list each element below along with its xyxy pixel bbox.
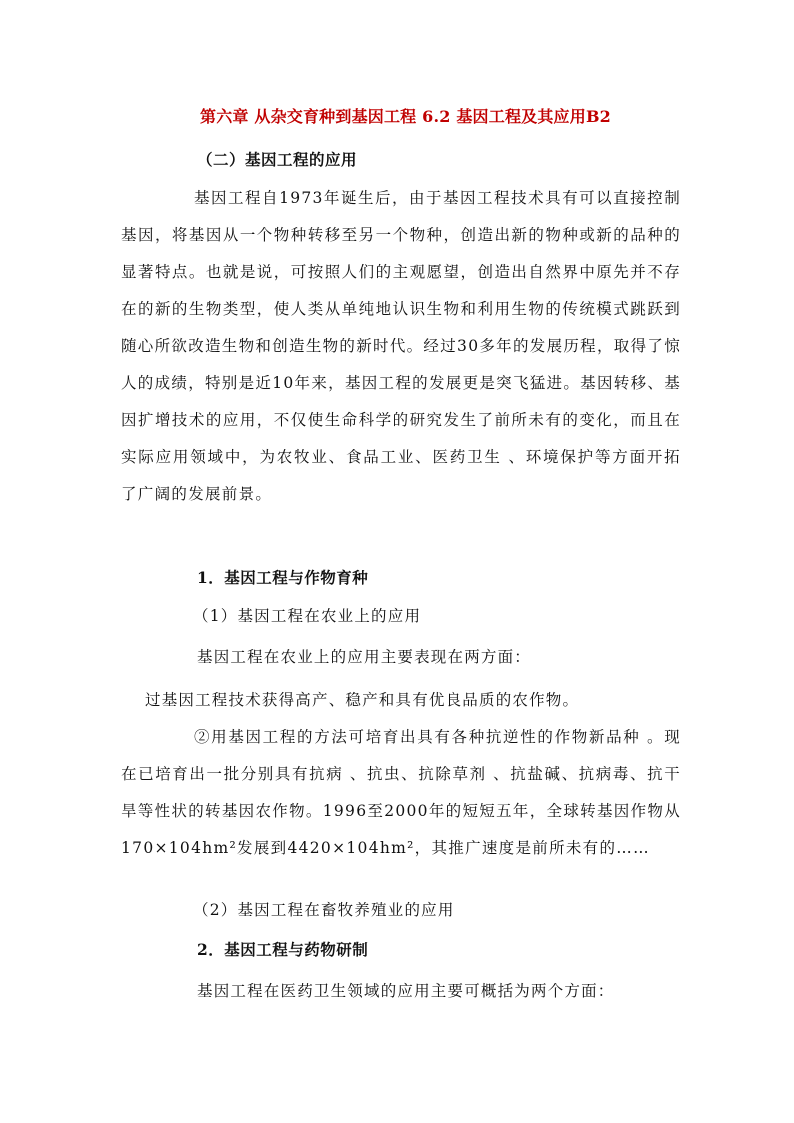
subheading-livestock: （2）基因工程在畜牧养殖业的应用 [193, 901, 455, 919]
agriculture-point-2: ②用基因工程的方法可培育出具有各种抗逆性的作物新品种 。现在已培育出一批分别具有抗病 、抗虫、抗除草剂 、抗盐碱、抗病毒、抗干旱等性状的转基因农作物。1996至2000年的短短五年，全球转基因作物从170×104hm²发展到4420×104hm²，其推广速度是前所未有的…… [121, 728, 681, 857]
medicine-intro: 基因工程在医药卫生领域的应用主要可概括为两个方面： [197, 982, 615, 1000]
intro-paragraph: 基因工程自1973年诞生后，由于基因工程技术具有可以直接控制基因，将基因从一个物种转移至另一个物种，创造出新的物种或新的品种的显著特点。也就是说，可按照人们的主观愿望，创造出自然界中原先并不存在的新的生物类型，使人类从单纯地认识生物和利用生物的传统模式跳跃到随心所欲改造生物和创造生物的新时代。经过30多年的发展历程，取得了惊人的成绩，特别是近10年来，基因工程的发展更是突飞猛进。基因转移、基因扩增技术的应用，不仅使生命科学的研究发生了前所未有的变化，而且在实际应用领域中，为农牧业、食品工业、医药卫生 、环境保护等方面开拓了广阔的发展前景。 [121, 189, 681, 503]
heading-crop-breeding: 1．基因工程与作物育种 [197, 568, 369, 587]
agriculture-intro: 基因工程在农业上的应用主要表现在两方面： [197, 648, 532, 666]
section-heading: （二）基因工程的应用 [197, 150, 358, 169]
subheading-agriculture: （1）基因工程在农业上的应用 [193, 607, 422, 625]
document-title: 第六章 从杂交育种到基因工程 6.2 基因工程及其应用B2 [200, 107, 612, 126]
heading-drug-development: 2．基因工程与药物研制 [197, 940, 369, 959]
agriculture-point-1: 过基因工程技术获得高产、稳产和具有优良品质的农作物。 [145, 691, 580, 709]
